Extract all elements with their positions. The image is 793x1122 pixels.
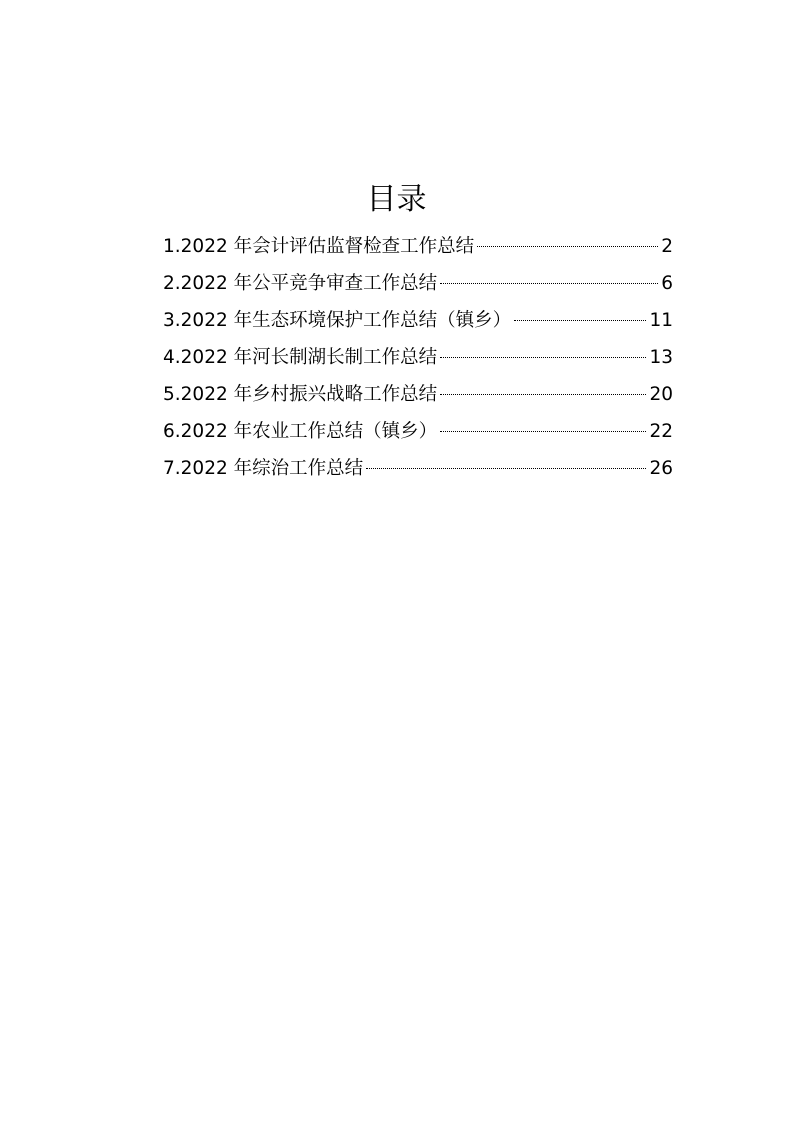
- toc-entry-7[interactable]: [163, 450, 673, 487]
- toc-entry-4[interactable]: [163, 339, 673, 376]
- toc-page-number: 26: [649, 458, 673, 479]
- toc-entry-label: 7.2022 年综治工作总结: [163, 458, 364, 479]
- toc-entry-6[interactable]: [163, 413, 673, 450]
- toc-page-number: 11: [649, 310, 673, 331]
- toc-entry-5[interactable]: [163, 376, 673, 413]
- toc-page-number: 20: [649, 384, 673, 405]
- dot-leader: [477, 246, 658, 247]
- dot-leader: [440, 431, 646, 432]
- toc-entry-label: 3.2022 年生态环境保护工作总结（镇乡）: [163, 310, 512, 331]
- dot-leader: [366, 468, 646, 469]
- toc-entry-label: 5.2022 年乡村振兴战略工作总结: [163, 384, 438, 405]
- dot-leader: [514, 320, 646, 321]
- toc-entry-label: 4.2022 年河长制湖长制工作总结: [163, 347, 438, 368]
- toc-entry-3[interactable]: [163, 302, 673, 339]
- dot-leader: [440, 394, 646, 395]
- dot-leader: [440, 357, 646, 358]
- toc-page-number: 13: [649, 347, 673, 368]
- toc-entry-2[interactable]: [163, 265, 673, 302]
- toc-entry-label: 6.2022 年农业工作总结（镇乡）: [163, 421, 438, 442]
- dot-leader: [440, 283, 658, 284]
- toc-page-number: 22: [649, 421, 673, 442]
- toc-entry-1[interactable]: [163, 228, 673, 265]
- toc-entry-label: 1.2022 年会计评估监督检查工作总结: [163, 236, 475, 257]
- page-title: 目录: [366, 182, 427, 217]
- toc-entry-label: 2.2022 年公平竞争审查工作总结: [163, 273, 438, 294]
- table-of-contents: [163, 228, 673, 487]
- toc-page-number: 6: [661, 273, 673, 294]
- toc-page-number: 2: [661, 236, 673, 257]
